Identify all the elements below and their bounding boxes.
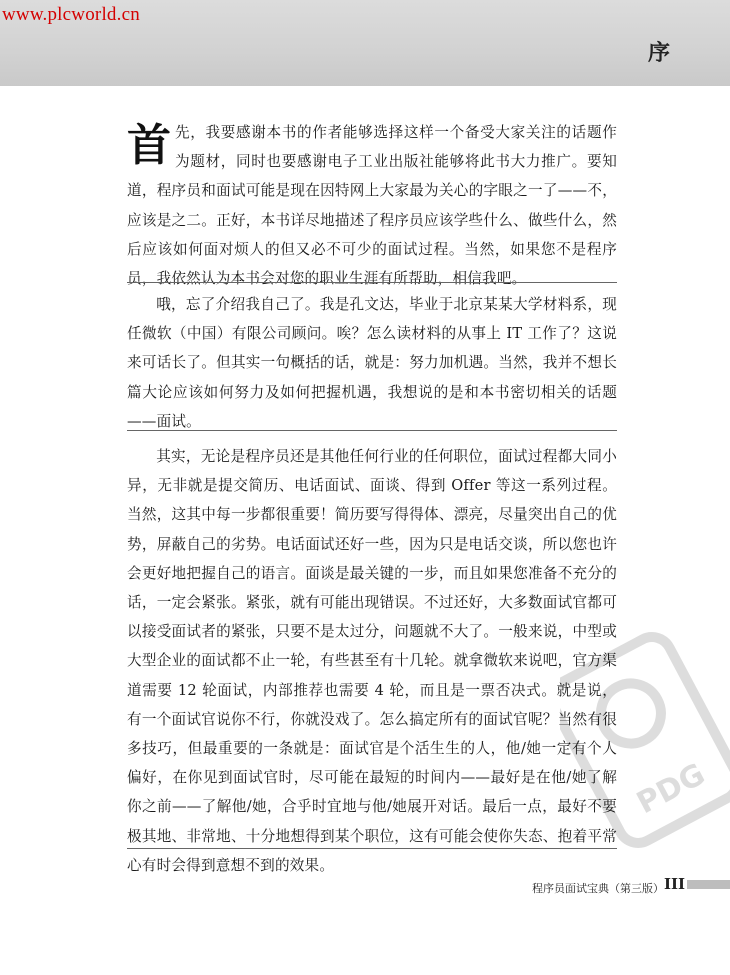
divider-3: [127, 848, 617, 849]
footer-bar: [687, 880, 730, 889]
footer-book-title: 程序员面试宝典（第三版）: [532, 882, 664, 895]
divider-2: [127, 430, 617, 431]
dropcap: 首: [127, 120, 172, 171]
paragraph-1: [127, 118, 617, 293]
pdg-watermark: [560, 630, 730, 850]
page-number: III: [664, 875, 686, 893]
watermark-text: PDG: [631, 756, 711, 822]
paragraph-1-text: 先，我要感谢本书的作者能够选择这样一个备受大家关注的话题作为题材，同时也要感谢电子工业出版社能够将此书大力推广。要知道，程序员和面试可能是现在因特网上大家最为关心的字眼之一了——不，应该是之二。正好，本书详尽地描述了程序员应该学些什么、做些什么，然后应该如何面对烦人的但又必不可少的面试过程。当然，如果您不是程序员，我依然认为本书会对您的职业生涯有所帮助，相信我吧。: [127, 124, 617, 288]
divider-1: [127, 282, 617, 283]
paragraph-3: [127, 442, 617, 880]
site-url[interactable]: www.plcworld.cn: [2, 4, 140, 25]
paragraph-3-text: 其实，无论是程序员还是其他任何行业的任何职位，面试过程都大同小异，无非就是提交简历、电话面试、面谈、得到 Offer 等这一系列过程。当然，这其中每一步都很重要！简历要写得得体、漂亮，尽量突出自己的优势，屏蔽自己的劣势。电话面试还好一些，因为只是电话交谈，所以您也许会更好地把握自己的语言。面谈是最关键的一步，而且如果您准备不充分的话，一定会紧张。紧张，就有可能出现错误。不过还好，大多数面试官都可以接受面试者的紧张，只要不是太过分，问题就不大了。一般来说，中型或大型企业的面试都不止一轮，有些甚至有十几轮。就拿微软来说吧，官方渠道需要 12 轮面试，内部推荐也需要 4 轮，而且是一票否决式。就是说，有一个面试官说你不行，你就没戏了。怎么搞定所有的面试官呢？当然有很多技巧，但最重要的一条就是：面试官是个活生生的人，他/她一定有个人偏好，在你见到面试官时，尽可能在最短的时间内——最好是在他/她了解你之前——了解他/她，合乎时宜地与他/她展开对话。最后一点，最好不要极其地、非常地、十分地想得到某个职位，这有可能会使你失态、抱着平常心有时会得到意想不到的效果。: [127, 448, 617, 874]
section-title: 序: [648, 41, 671, 66]
paragraph-2-text: 哦，忘了介绍我自己了。我是孔文达，毕业于北京某某大学材料系，现任微软（中国）有限公司顾问。唉？怎么读材料的从事上 IT 工作了？这说来可话长了。但其实一句概括的话，就是：努力加机遇。当然，我并不想长篇大论应该如何努力及如何把握机遇，我想说的是和本书密切相关的话题——面试。: [127, 296, 617, 430]
paragraph-2: [127, 290, 617, 436]
